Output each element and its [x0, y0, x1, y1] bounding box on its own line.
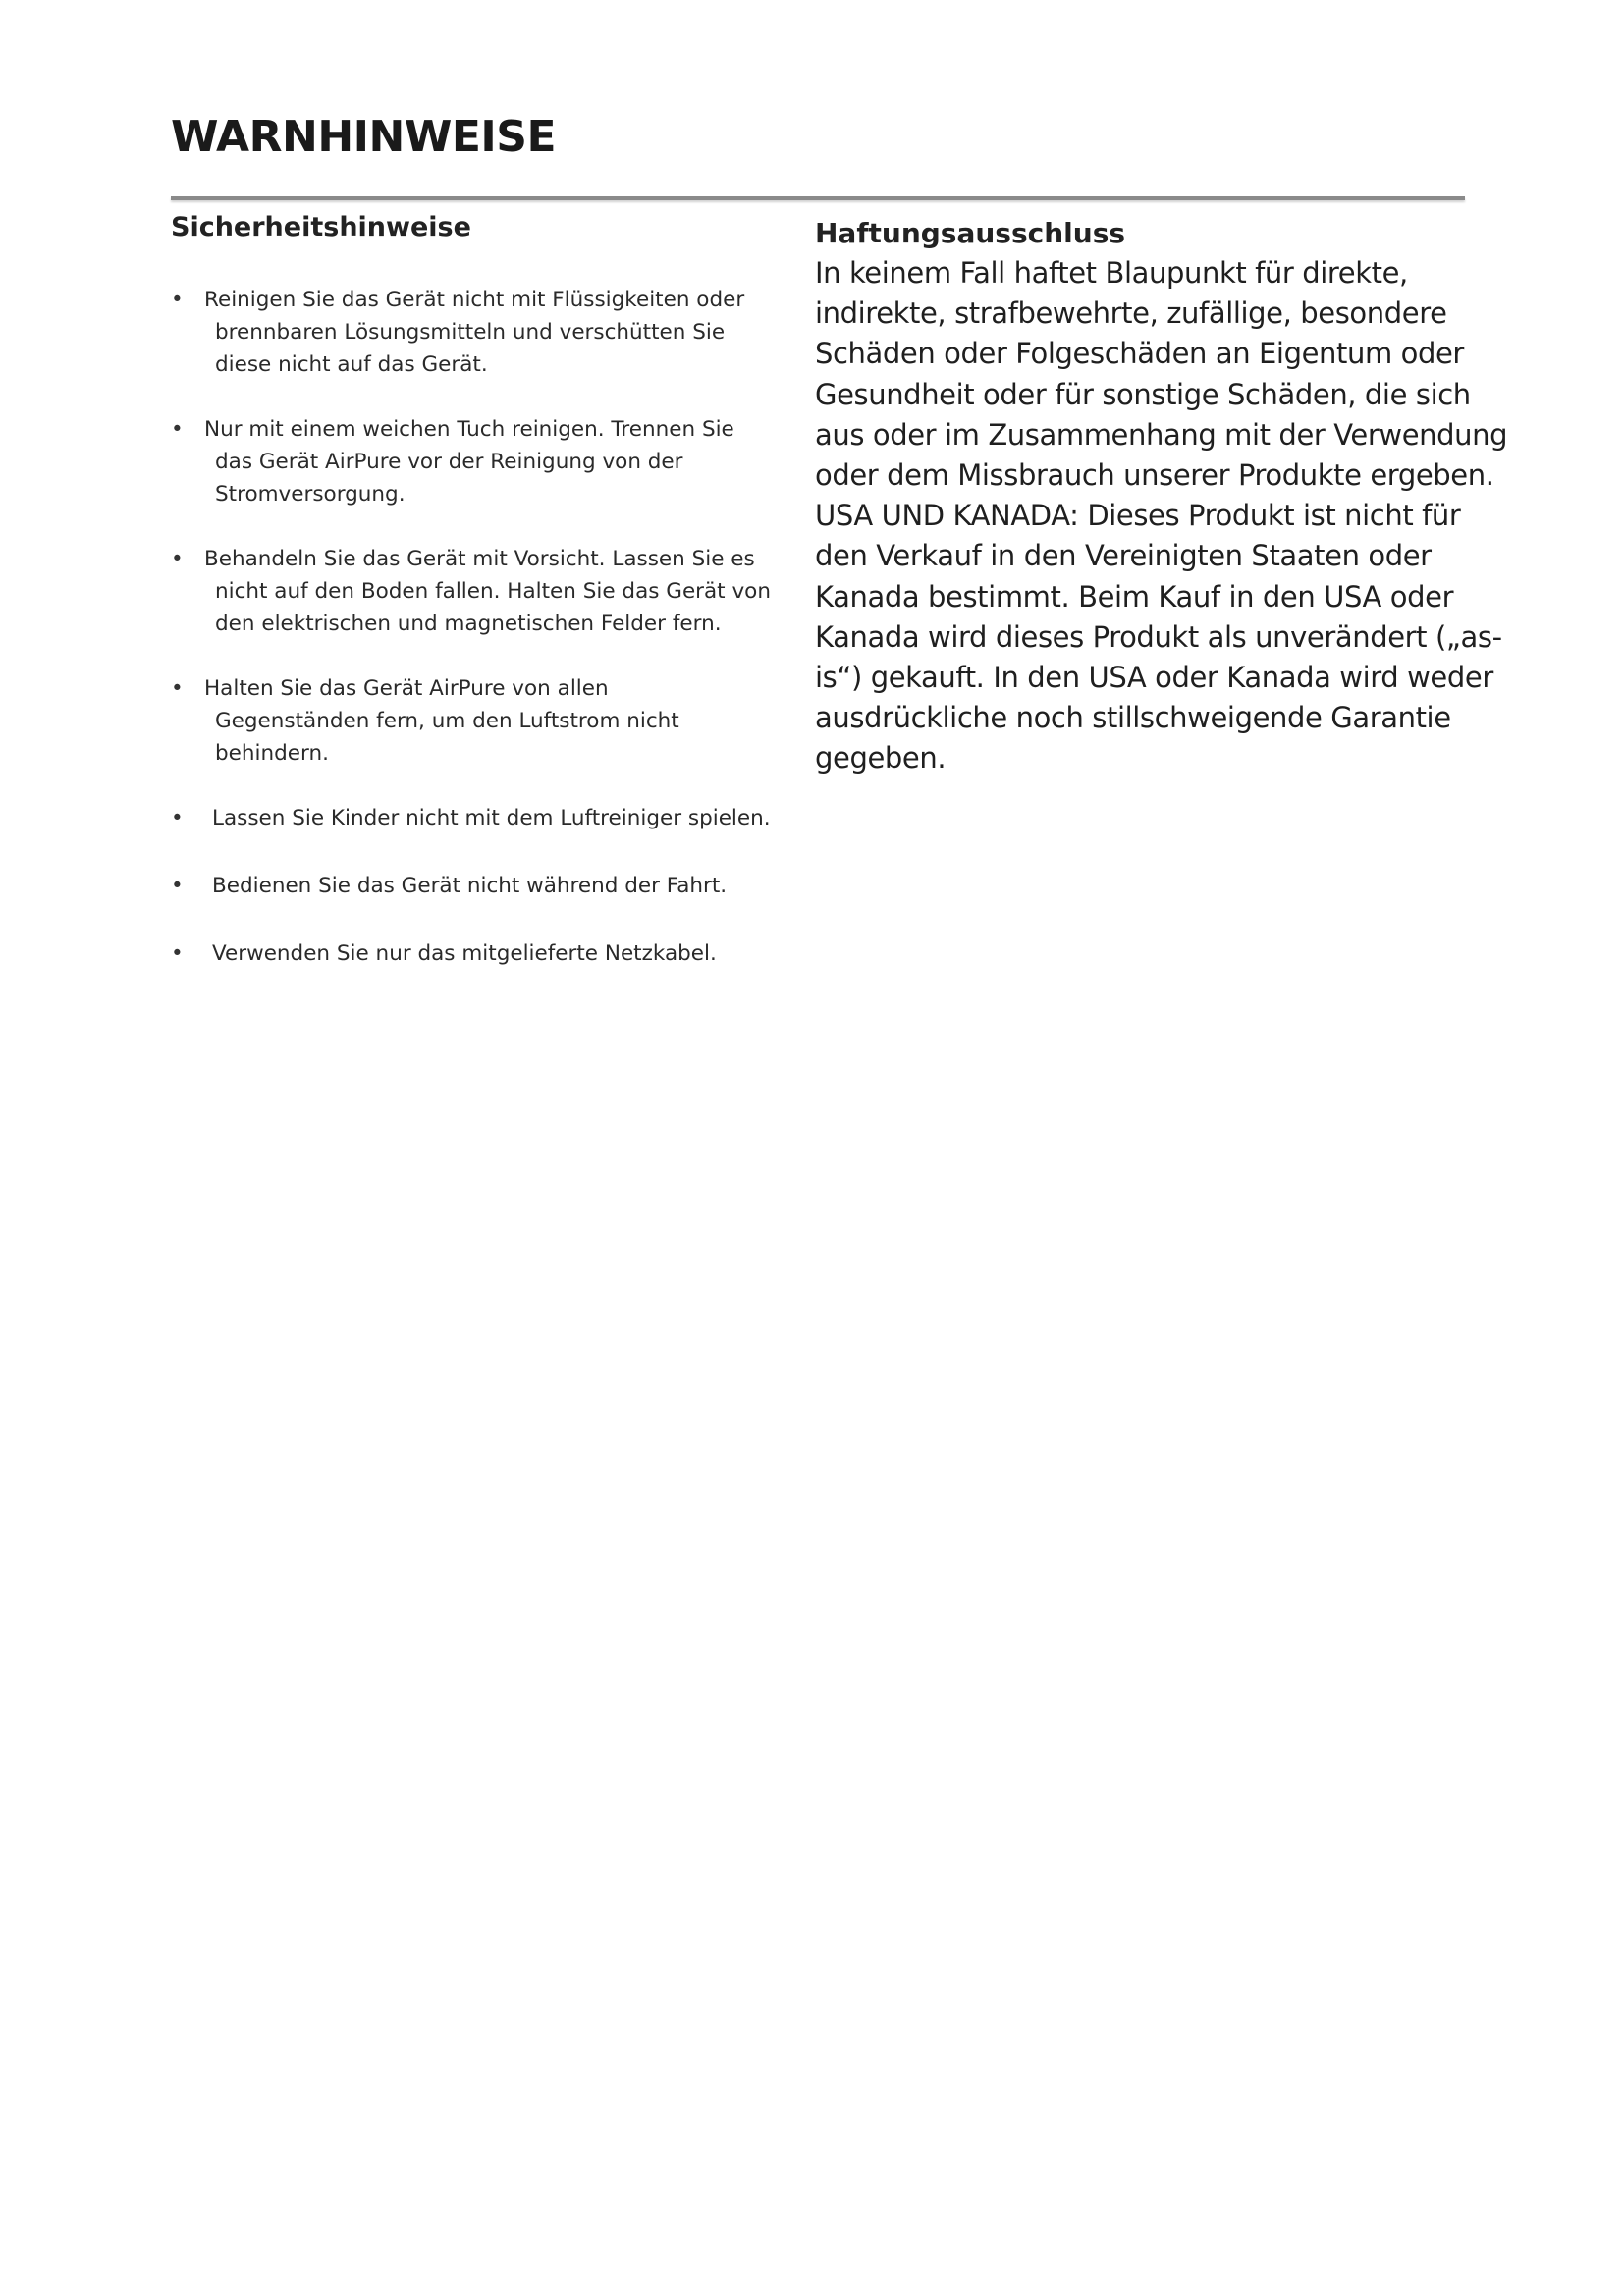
list-item-line: Nur mit einem weichen Tuch reinigen. Trennen Sie: [204, 417, 734, 442]
list-item-line: Gegenständen fern, um den Luftstrom nicht: [215, 709, 679, 733]
list-item-line: Bedienen Sie das Gerät nicht während der Fahrt.: [212, 874, 728, 898]
disclaimer-line: indirekte, strafbewehrte, zufällige, besondere: [815, 296, 1447, 331]
list-item-line: behindern.: [215, 741, 329, 766]
list-item: [171, 937, 780, 970]
list-item: [171, 672, 780, 770]
list-item: [171, 543, 780, 640]
list-item-line: den elektrischen und magnetischen Felder fern.: [215, 612, 722, 636]
disclaimer-line: is“) gekauft. In den USA oder Kanada wird weder: [815, 661, 1493, 695]
list-item-line: diese nicht auf das Gerät.: [215, 352, 488, 377]
disclaimer-line: USA UND KANADA: Dieses Produkt ist nicht für: [815, 499, 1461, 533]
bullet-icon: •: [171, 417, 184, 442]
disclaimer-line: den Verkauf in den Vereinigten Staaten oder: [815, 539, 1432, 573]
list-item-line: das Gerät AirPure vor der Reinigung von der: [215, 450, 683, 474]
disclaimer-text: [815, 253, 1508, 779]
disclaimer-line: In keinem Fall haftet Blaupunkt für direkte,: [815, 256, 1408, 290]
page-title: WARNHINWEISE: [171, 112, 557, 162]
disclaimer-line: Kanada bestimmt. Beim Kauf in den USA oder: [815, 579, 1454, 614]
disclaimer-line: ausdrückliche noch stillschweigende Garantie: [815, 701, 1451, 735]
disclaimer-line: aus oder im Zusammenhang mit der Verwendung: [815, 417, 1508, 452]
bullet-icon: •: [171, 941, 184, 966]
bullet-icon: •: [171, 288, 184, 312]
bullet-icon: •: [171, 676, 184, 701]
list-item: [171, 413, 780, 510]
safety-list: [171, 284, 780, 970]
list-item-line: nicht auf den Boden fallen. Halten Sie das Gerät von: [215, 579, 771, 604]
list-item-line: Behandeln Sie das Gerät mit Vorsicht. Lassen Sie es: [204, 547, 755, 571]
disclaimer-section: [815, 214, 1508, 779]
list-item: [171, 870, 780, 902]
list-item: [171, 284, 780, 381]
disclaimer-line: Gesundheit oder für sonstige Schäden, die sich: [815, 377, 1471, 411]
list-item-line: Lassen Sie Kinder nicht mit dem Luftreiniger spielen.: [212, 806, 771, 830]
disclaimer-line: gegeben.: [815, 741, 947, 775]
safety-heading: Sicherheitshinweise: [171, 212, 471, 242]
safety-section: [171, 210, 780, 1005]
disclaimer-line: Kanada wird dieses Produkt als unverändert („as-: [815, 619, 1502, 654]
bullet-icon: •: [171, 874, 184, 898]
title-divider: [171, 196, 1465, 200]
bullet-icon: •: [171, 547, 184, 571]
list-item-line: Verwenden Sie nur das mitgelieferte Netzkabel.: [212, 941, 717, 966]
list-item-line: Reinigen Sie das Gerät nicht mit Flüssigkeiten oder: [204, 288, 745, 312]
list-item-line: Stromversorgung.: [215, 482, 406, 507]
disclaimer-line: oder dem Missbrauch unserer Produkte ergeben.: [815, 458, 1494, 493]
disclaimer-heading: Haftungsausschluss: [815, 217, 1126, 249]
list-item-line: brennbaren Lösungsmitteln und verschütten Sie: [215, 320, 726, 345]
list-item: [171, 802, 780, 834]
disclaimer-line: Schäden oder Folgeschäden an Eigentum oder: [815, 337, 1464, 371]
bullet-icon: •: [171, 806, 184, 830]
list-item-line: Halten Sie das Gerät AirPure von allen: [204, 676, 609, 701]
